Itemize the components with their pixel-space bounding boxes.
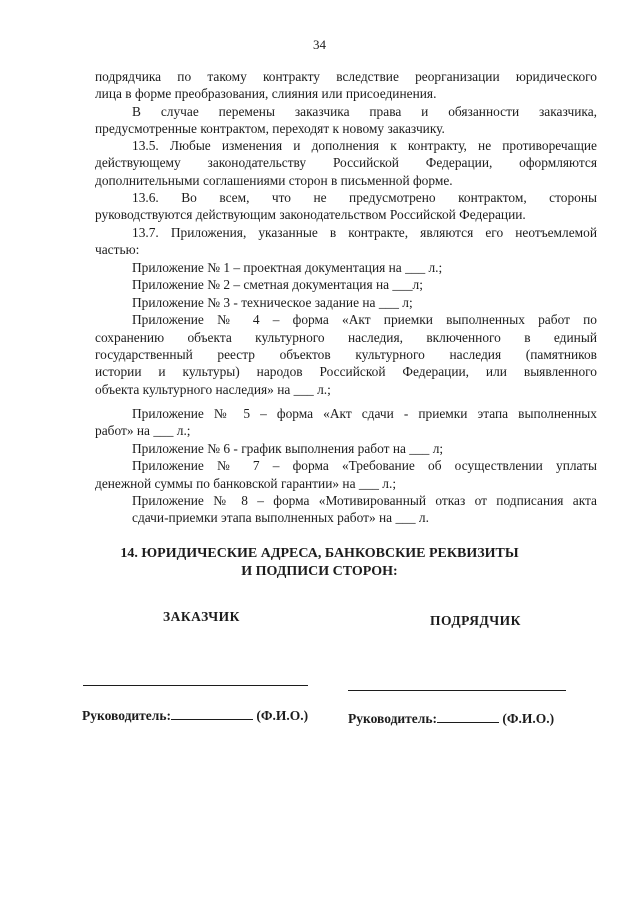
text-line: подрядчика по такому контракту вследствие реорганизации юридического bbox=[95, 69, 597, 84]
text-line: дополнительными соглашениями сторон в письменной форме. bbox=[95, 172, 453, 188]
name-blank bbox=[437, 722, 499, 723]
attachment-6: Приложение № 6 - график выполнения работ на ___ л; bbox=[132, 440, 444, 456]
attachment-1: Приложение № 1 – проектная документация на ___ л.; bbox=[132, 260, 443, 275]
section-14-title-line-1: 14. ЮРИДИЧЕСКИЕ АДРЕСА, БАНКОВСКИЕ РЕКВИЗИТЫ bbox=[120, 546, 519, 561]
attachment-7: Приложение № 7 – форма «Требование об осуществлении уплаты bbox=[132, 458, 597, 474]
text-line: объекта культурного наследия» на ___ л.; bbox=[95, 381, 331, 397]
director-label: Руководитель: bbox=[82, 708, 172, 723]
section-14-title bbox=[0, 545, 639, 581]
clause-13-7 bbox=[95, 224, 597, 259]
attachment-3: Приложение № 3 - техническое задание на ___ л; bbox=[132, 294, 413, 310]
section-14-title-line-2: И ПОДПИСИ СТОРОН: bbox=[241, 564, 398, 579]
text-line: 13.7. Приложения, указанные в контракте, являются его неотъемлемой bbox=[132, 225, 597, 240]
clause-13-5 bbox=[95, 137, 597, 189]
customer-signature-block bbox=[82, 708, 308, 724]
text-line: государственный реестр объектов культурного наследия (памятников bbox=[95, 347, 597, 363]
clause-continuation bbox=[95, 68, 597, 103]
attachment-list-continued bbox=[95, 405, 597, 527]
text-line: предусмотренные контрактом, переходят к новому заказчику. bbox=[95, 121, 445, 137]
text-line: работ» на ___ л.; bbox=[95, 423, 191, 439]
contractor-signature-line bbox=[348, 690, 566, 691]
clause-13-6 bbox=[95, 189, 597, 224]
text-line: 13.6. Во всем, что не предусмотрено контрактом, стороны bbox=[132, 190, 597, 205]
customer-signature-line bbox=[83, 685, 308, 686]
attachment-2: Приложение № 2 – сметная документация на ___л; bbox=[132, 277, 423, 293]
director-label: Руководитель: bbox=[348, 711, 438, 726]
attachment-4: Приложение № 4 – форма «Акт приемки выполненных работ по bbox=[132, 312, 597, 328]
text-line: сдачи-приемки этапа выполненных работ» на ___ л. bbox=[132, 510, 429, 526]
fio-label: (Ф.И.О.) bbox=[256, 708, 309, 723]
text-line: денежной суммы по банковской гарантии» на ___ л.; bbox=[95, 475, 397, 491]
text-line: 13.5. Любые изменения и дополнения к контракту, не противоречащие bbox=[132, 138, 597, 153]
text-line: В случае перемены заказчика права и обязанности заказчика, bbox=[132, 104, 597, 119]
text-line: руководствуются действующим законодательством Российской Федерации. bbox=[95, 207, 526, 223]
text-line: лица в форме преобразования, слияния или присоединения. bbox=[95, 86, 437, 102]
text-line: частью: bbox=[95, 242, 140, 258]
attachment-8: Приложение № 8 – форма «Мотивированный отказ от подписания акта bbox=[132, 493, 597, 509]
fio-label: (Ф.И.О.) bbox=[502, 711, 555, 726]
text-line: действующему законодательству Российской Федерации, оформляются bbox=[95, 155, 597, 171]
attachment-list bbox=[95, 259, 597, 398]
customer-heading: ЗАКАЗЧИК bbox=[163, 609, 240, 624]
clause-customer-change bbox=[95, 103, 597, 138]
text-line: истории и культуры) народов Российской Федерации, или выявленного bbox=[95, 364, 597, 380]
contractor-heading: ПОДРЯДЧИК bbox=[430, 613, 521, 628]
page-number: 34 bbox=[313, 37, 326, 52]
name-blank bbox=[171, 719, 253, 720]
attachment-5: Приложение № 5 – форма «Акт сдачи - приемки этапа выполненных bbox=[132, 406, 597, 421]
text-line: сохранению объекта культурного наследия, включенного в единый bbox=[95, 329, 597, 345]
contractor-signature-block bbox=[348, 711, 554, 727]
